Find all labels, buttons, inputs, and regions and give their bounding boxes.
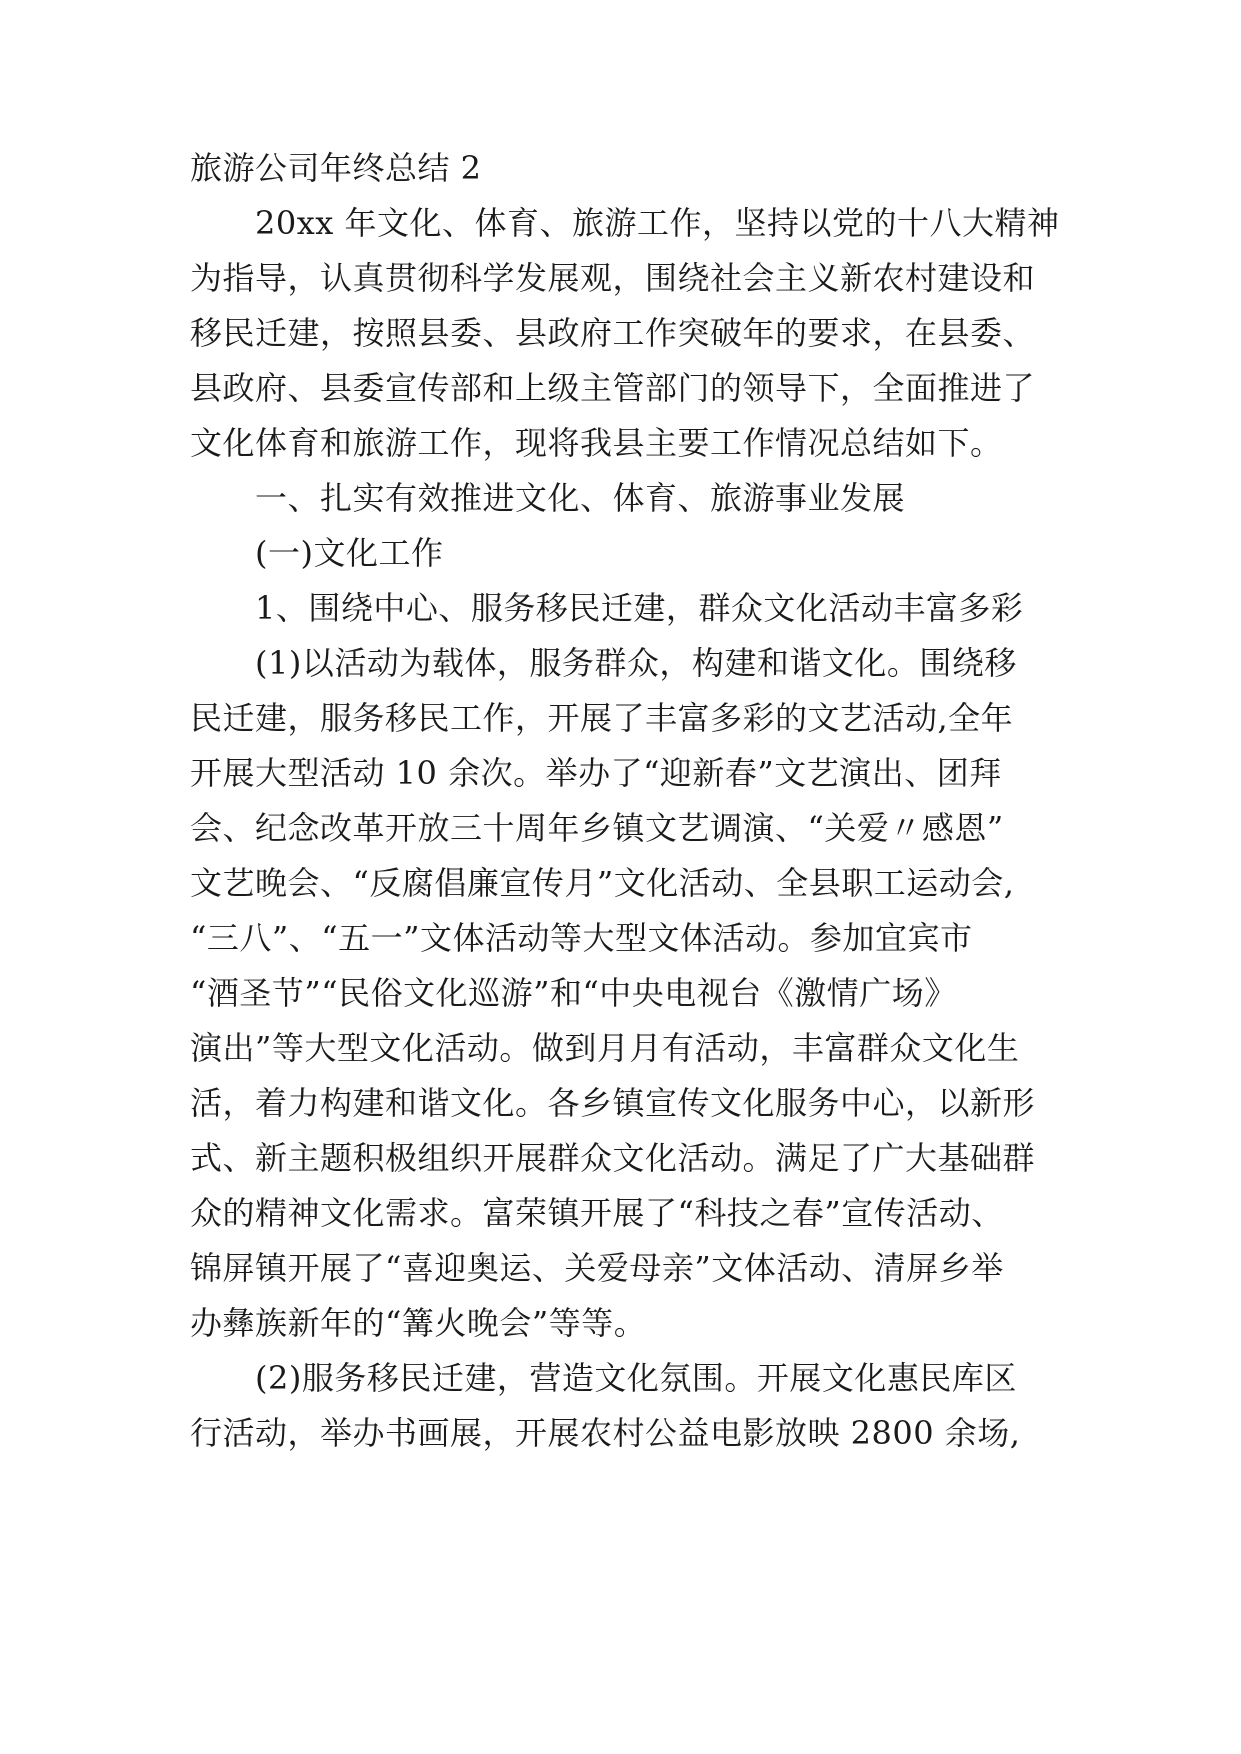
paragraph-line: 行活动，举办书画展，开展农村公益电影放映 2800 余场, [190,1414,1021,1452]
paragraph-line: (2)服务移民迁建，营造文化氛围。开展文化惠民库区 [255,1359,1017,1397]
paragraph-line: 演出”等大型文化活动。做到月月有活动，丰富群众文化生 [190,1029,1020,1067]
paragraph-line: 会、纪念改革开放三十周年乡镇文艺调演、“关爱〃感恩” [190,809,1004,847]
paragraph-line: 式、新主题积极组织开展群众文化活动。满足了广大基础群 [190,1139,1036,1177]
paragraph-line: 20xx 年文化、体育、旅游工作，坚持以党的十八大精神 [255,204,1060,242]
paragraph-line: 文艺晚会、“反腐倡廉宣传月”文化活动、全县职工运动会, [190,864,1015,902]
paragraph-line: 活，着力构建和谐文化。各乡镇宣传文化服务中心，以新形 [190,1084,1036,1122]
paragraph-line: 锦屏镇开展了“喜迎奥运、关爱母亲”文体活动、清屏乡举 [190,1249,1004,1287]
subsection-heading: (一)文化工作 [255,534,444,572]
item-heading: 1、围绕中心、服务移民迁建，群众文化活动丰富多彩 [255,589,1024,627]
section-heading: 一、扎实有效推进文化、体育、旅游事业发展 [255,479,906,517]
paragraph-line: 文化体育和旅游工作，现将我县主要工作情况总结如下。 [190,424,1003,462]
paragraph-line: “酒圣节”“民俗文化巡游”和“中央电视台《激情广场》 [190,974,957,1012]
paragraph-line: 开展大型活动 10 余次。举办了“迎新春”文艺演出、团拜 [190,754,1002,792]
paragraph-line: 县政府、县委宣传部和上级主管部门的领导下，全面推进了 [190,369,1036,407]
document-title: 旅游公司年终总结 2 [190,149,482,187]
paragraph-line: 民迁建，服务移民工作，开展了丰富多彩的文艺活动,全年 [190,699,1014,737]
paragraph-line: 众的精神文化需求。富荣镇开展了“科技之春”宣传活动、 [190,1194,1004,1232]
paragraph-line: (1)以活动为载体，服务群众，构建和谐文化。围绕移 [255,644,1017,682]
paragraph-line: 办彝族新年的“篝火晚会”等等。 [190,1304,647,1342]
paragraph-line: 移民迁建，按照县委、县政府工作突破年的要求，在县委、 [190,314,1036,352]
paragraph-line: 为指导，认真贯彻科学发展观，围绕社会主义新农村建设和 [190,259,1036,297]
paragraph-line: “三八”、“五一”文体活动等大型文体活动。参加宜宾市 [190,919,973,957]
